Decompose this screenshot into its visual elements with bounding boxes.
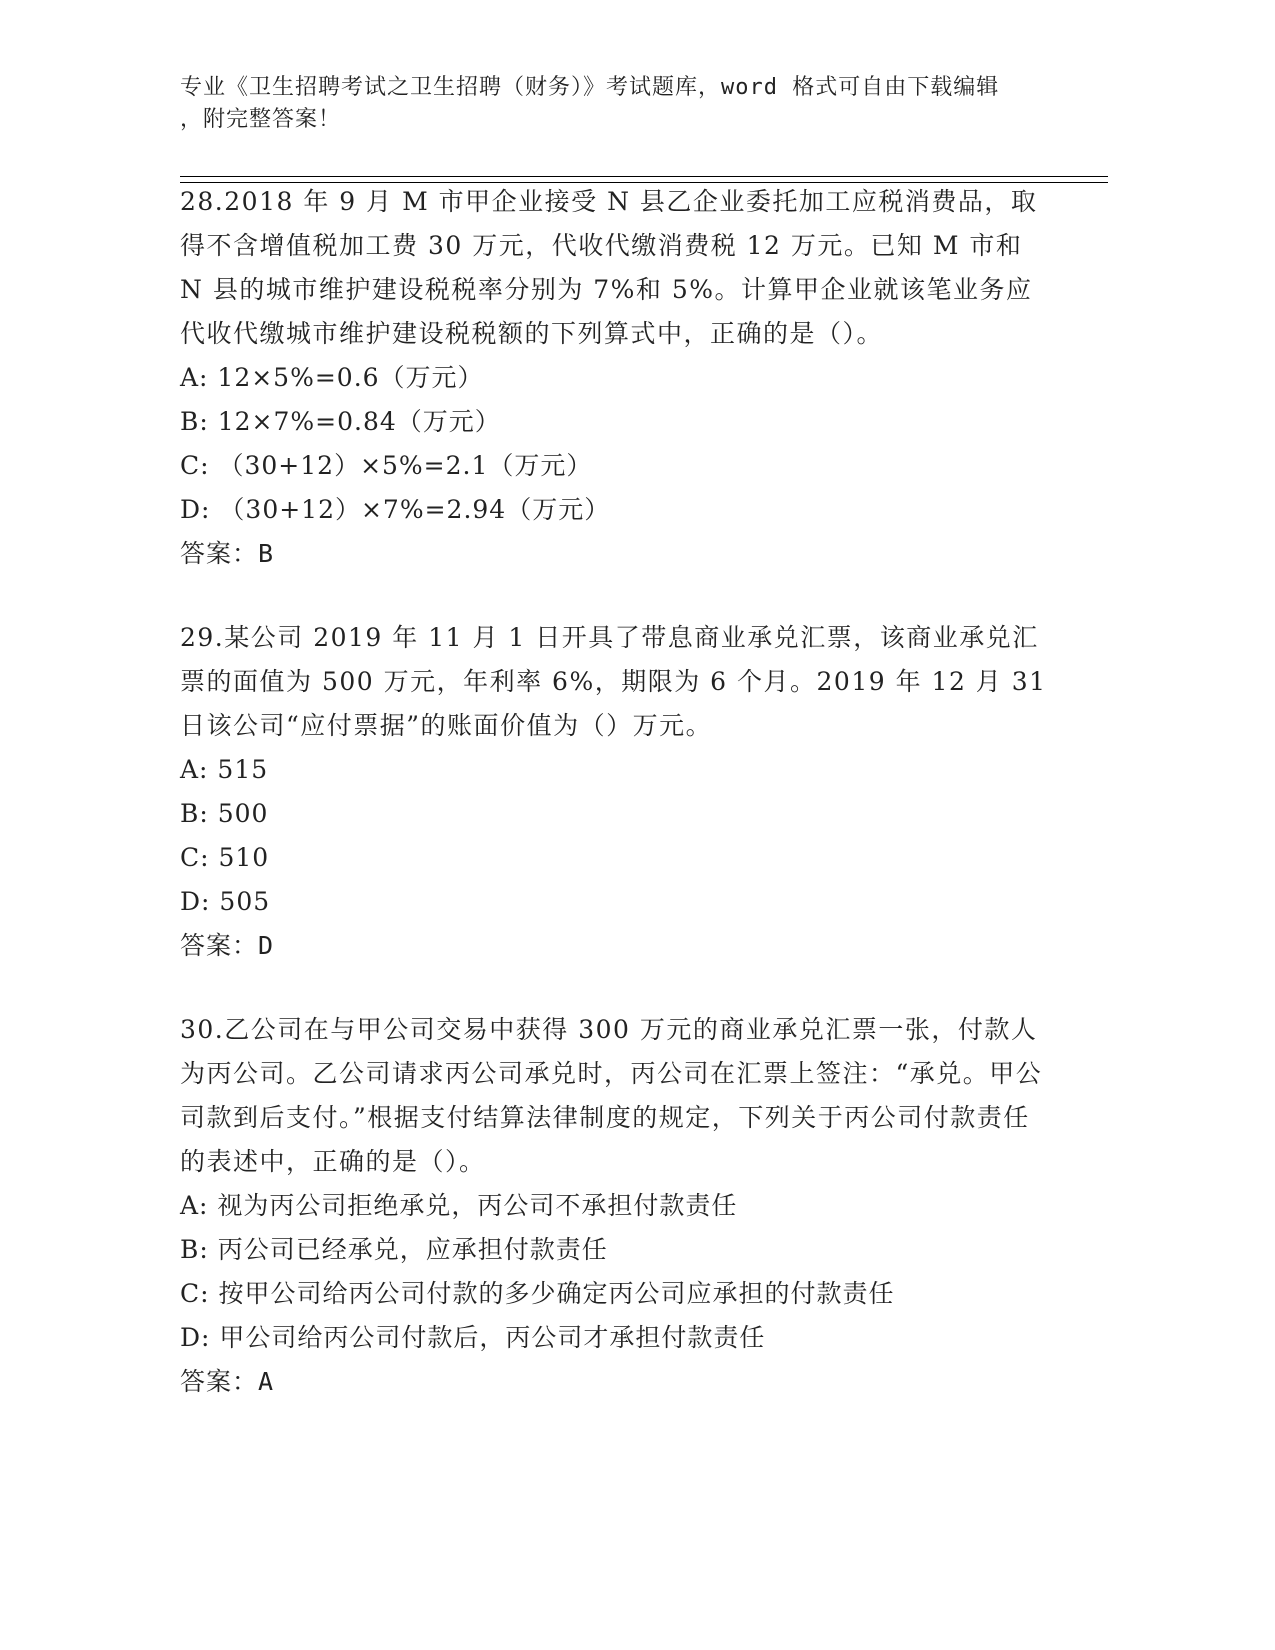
option-d: D: 505 <box>180 887 271 916</box>
option-b: B: 12×7%=0.84（万元） <box>180 407 501 436</box>
option-c: C: 510 <box>180 843 270 872</box>
question-29 <box>180 616 1050 968</box>
header-line-2: ，附完整答案！ <box>180 107 342 132</box>
answer-value: D <box>258 931 275 960</box>
answer-label: 答案： <box>180 931 259 960</box>
answer-line <box>180 924 1050 968</box>
answer-line <box>180 1360 1050 1404</box>
option-d: D: （30+12）×7%=2.94（万元） <box>180 495 611 524</box>
option-a: A: 515 <box>180 755 269 784</box>
option-a: A: 视为丙公司拒绝承兑，丙公司不承担付款责任 <box>180 1191 738 1220</box>
answer-value: A <box>258 1367 275 1396</box>
question-stem: 30.乙公司在与甲公司交易中获得 300 万元的商业承兑汇票一张，付款人为丙公司。乙公司请求丙公司承兑时，丙公司在汇票上签注：“承兑。甲公司款到后支付。”根据支付结算法律制度的规定，下列关于丙公司付款责任的表述中，正确的是（）。 <box>180 1015 1043 1176</box>
answer-label: 答案： <box>180 539 259 568</box>
option-c: C: 按甲公司给丙公司付款的多少确定丙公司应承担的付款责任 <box>180 1279 895 1308</box>
option-c: C: （30+12）×5%=2.1（万元） <box>180 451 593 480</box>
question-30 <box>180 1008 1050 1404</box>
header-line-1: 专业《卫生招聘考试之卫生招聘（财务）》考试题库，word 格式可自由下载编辑 <box>180 75 1000 100</box>
answer-line <box>180 532 1050 576</box>
option-b: B: 丙公司已经承兑，应承担付款责任 <box>180 1235 608 1264</box>
question-stem: 29.某公司 2019 年 11 月 1 日开具了带息商业承兑汇票，该商业承兑汇票的面值为 500 万元，年利率 6%，期限为 6 个月。2019 年 12 月 31 日该公司“应付票据”的账面价值为（）万元。 <box>180 623 1047 740</box>
answer-value: B <box>258 539 275 568</box>
option-d: D: 甲公司给丙公司付款后，丙公司才承担付款责任 <box>180 1323 766 1352</box>
option-a: A: 12×5%=0.6（万元） <box>180 363 484 392</box>
question-28 <box>180 180 1050 576</box>
answer-label: 答案： <box>180 1367 259 1396</box>
question-stem: 28.2018 年 9 月 M 市甲企业接受 N 县乙企业委托加工应税消费品，取得不含增值税加工费 30 万元，代收代缴消费税 12 万元。已知 M 市和 N 县的城市维护建设税税率分别为 7%和 5%。计算甲企业就该笔业务应代收代缴城市维护建设税税额的下列算式中，正确的是（）。 <box>180 187 1038 348</box>
option-b: B: 500 <box>180 799 269 828</box>
document-header <box>180 72 1060 136</box>
